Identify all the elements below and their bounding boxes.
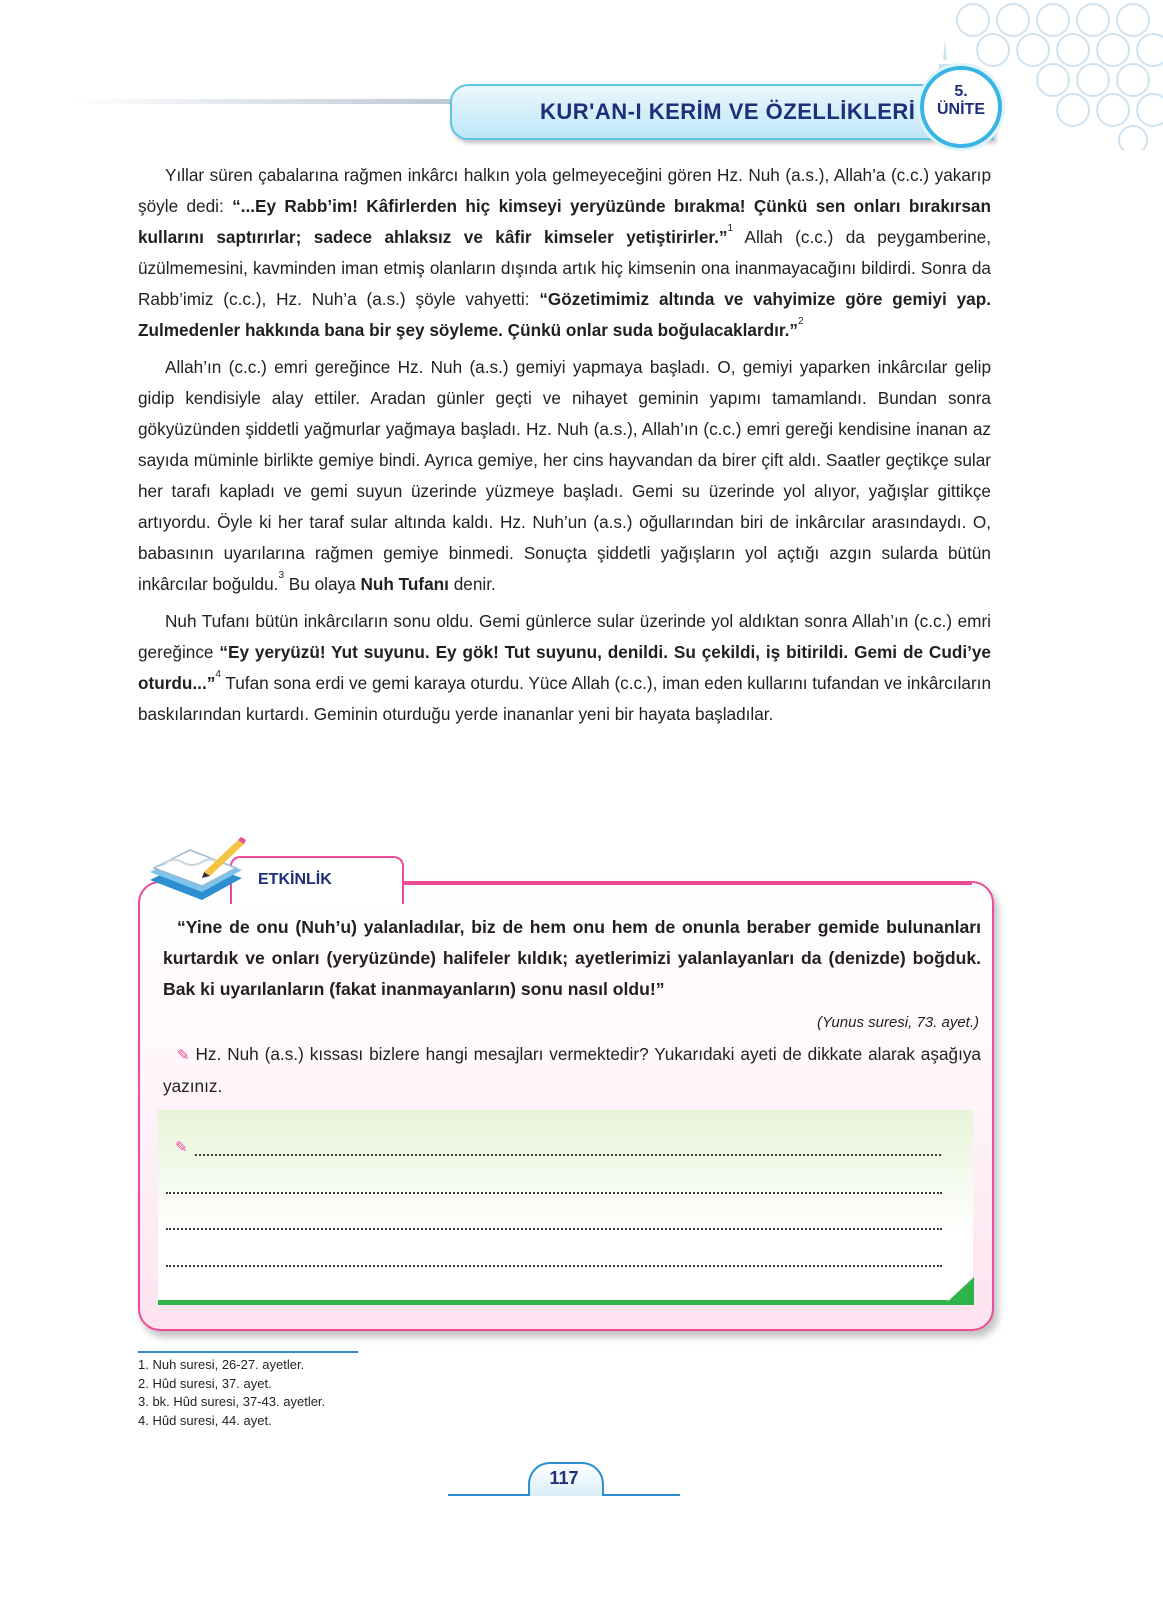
- page-number: 117: [549, 1468, 579, 1488]
- activity-question: [163, 1039, 981, 1102]
- activity-stripe: [402, 881, 972, 885]
- footnote-ref: 3: [278, 570, 285, 581]
- term-run: Nuh Tufanı: [360, 574, 449, 594]
- answer-line[interactable]: [166, 1190, 942, 1194]
- chapter-title: KUR'AN-I KERİM VE ÖZELLİKLERİ: [540, 99, 916, 124]
- header-rule: [70, 99, 470, 104]
- book-pencil-icon: [142, 832, 252, 912]
- quote-run: “Gözetimimiz altında ve vahyimize göre gemiyi yap. Zulmedenler hakkında bana bir şey söyleme. Çünkü onlar suda boğulacaklardır.”: [138, 289, 991, 340]
- text-run: denir.: [448, 574, 496, 594]
- footnote: 3. bk. Hûd suresi, 37-43. ayetler.: [138, 1394, 326, 1409]
- footnote: 1. Nuh suresi, 26-27. ayetler.: [138, 1357, 305, 1372]
- verse-reference: (Yunus suresi, 73. ayet.): [816, 1014, 979, 1031]
- question-text: Hz. Nuh (a.s.) kıssası bizlere hangi mesajları vermektedir? Yukarıdaki ayeti de dikkate alarak aşağıya yazınız.: [163, 1044, 981, 1096]
- text-run: Allah (c.c.) da peygamberine, üzülmemesini, kavminden iman etmiş olanların dışında artık hiç kimsenin ona inanmayacağını bildirdi. Sonra da Rabb’imiz (c.c.), Hz. Nuh’a (a.s.) şöyle vahyetti:: [138, 227, 991, 309]
- footnotes: [138, 1356, 325, 1430]
- paragraph: [138, 160, 991, 346]
- paragraph: [138, 352, 991, 600]
- activity-title: ETKİNLİK: [258, 871, 332, 888]
- paragraph: [138, 606, 991, 730]
- text-run: Allah’ın (c.c.) emri gereğince Hz. Nuh (a.s.) gemiyi yapmaya başladı. O, gemiyi yaparken inkârcılar gelip gidip kendisiyle alay ettiler. Aradan günler geçti ve nihayet geminin yapımı tamamlandı. Bundan sonra gökyüzünden şiddetli yağmurlar yağmaya başladı. Hz. Nuh (a.s.), Allah’ın (c.c.) emri gereği kendisine inanan az sayıda müminle birlikte gemiye bindi. Ayrıca gemiye, her cins hayvandan da birer çift aldı. Saatler geçtikçe sular her tarafı kapladı ve gemi suyun üzerinde yüzmeye başladı. Gemi su üzerinde yol alıyor, yağışlar gittikçe artıyordu. Öyle ki her taraf sular altında kaldı. Hz. Nuh’un (a.s.) oğullarından biri de inkârcılar arasındaydı. O, babasının uyarılarına rağmen gemiye binmedi. Sonuçta şiddetli yağışların yol açtığı azgın sularda bütün inkârcılar boğuldu.: [138, 357, 991, 594]
- footnote-ref: 2: [798, 316, 804, 327]
- unit-badge: [920, 66, 1002, 148]
- pencil-icon: ✎: [175, 1139, 188, 1156]
- activity-quote: “Yine de onu (Nuh’u) yalanladılar, biz de hem onu hem de onunla beraber gemide bulunanları kurtardık ve onları (yeryüzünde) halifeler kıldık; ayetlerimizi yalanlayanları da (denizde) boğduk. Bak ki uyarılanların (fakat inanmayanların) sonu nasıl oldu!”: [163, 917, 981, 999]
- footnote: 2. Hûd suresi, 37. ayet.: [138, 1375, 272, 1391]
- unit-label: ÜNİTE: [937, 101, 985, 118]
- footnote-rule: [138, 1351, 358, 1353]
- text-run: Nuh Tufanı bütün inkârcıların sonu oldu. Gemi günlerce sular üzerinde yol aldıktan sonra Allah’ın (c.c.) emri gereğince: [138, 611, 991, 662]
- text-run: Yıllar süren çabalarına rağmen inkârcı halkın yola gelmeyeceğini gören Hz. Nuh (a.s.), Allah’a (c.c.) yakarıp şöyle dedi:: [138, 165, 991, 216]
- answer-line[interactable]: [166, 1226, 942, 1230]
- footnote-ref: 4: [215, 669, 221, 680]
- footnote: 4. Hûd suresi, 44. ayet.: [138, 1412, 272, 1428]
- corner-arrow: [944, 1277, 974, 1305]
- footnote-ref: 1: [727, 223, 734, 234]
- pencil-icon: ✎: [177, 1047, 190, 1064]
- answer-area[interactable]: [158, 1110, 973, 1303]
- unit-number: 5.: [954, 83, 968, 100]
- text-run: Tufan sona erdi ve gemi karaya oturdu. Yüce Allah (c.c.), iman eden kullarını tufandan ve inkârcıların baskılarından kurtardı. Geminin oturduğu yerde inananlar yeni bir hayata başladılar.: [138, 673, 991, 724]
- answer-underline: [158, 1300, 948, 1305]
- body-text: [138, 160, 991, 736]
- text-run: Bu olaya: [284, 574, 361, 594]
- quote-run: “Ey yeryüzü! Yut suyunu. Ey gök! Tut suyunu, denildi. Su çekildi, iş bitirildi. Gemi de Cudi’ye oturdu...”: [138, 642, 991, 693]
- answer-line[interactable]: [166, 1263, 942, 1267]
- quote-run: “...Ey Rabb’im! Kâfirlerden hiç kimseyi yeryüzünde bırakma! Çünkü sen onları bırakırsan kullarını saptırırlar; sadece ahlaksız ve kâfir kimseler yetiştirirler.”: [138, 196, 991, 247]
- answer-line[interactable]: [195, 1152, 941, 1156]
